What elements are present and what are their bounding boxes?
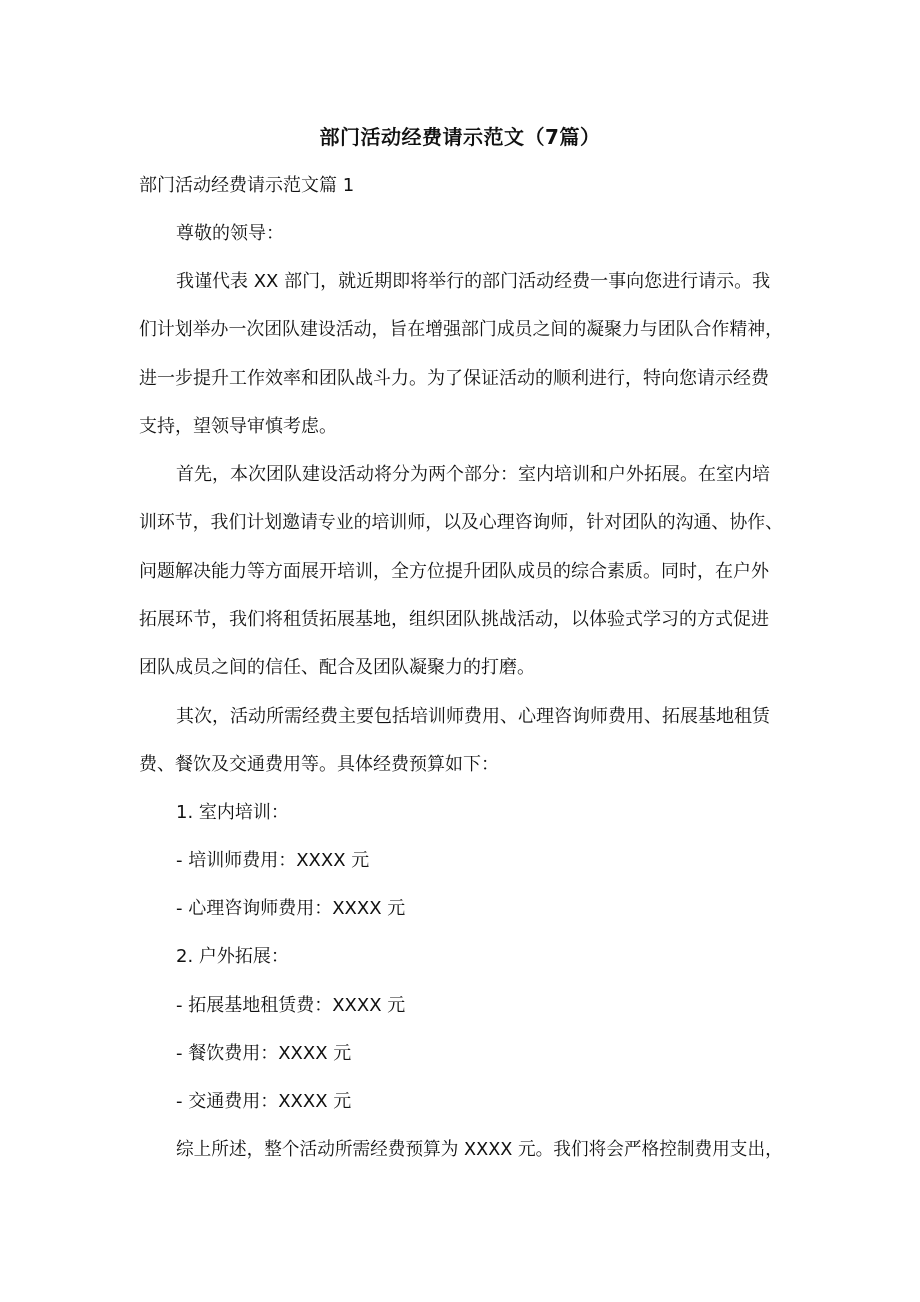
budget-section-outdoor: 2. 户外拓展： [176, 946, 289, 967]
paragraph-1-line-3: 进一步提升工作效率和团队战斗力。为了保证活动的顺利进行，特向您请示经费 [139, 368, 769, 389]
budget-section-indoor: 1. 室内培训： [176, 802, 289, 823]
budget-item-counselor: - 心理咨询师费用：XXXX 元 [176, 898, 406, 919]
paragraph-2-line-4: 拓展环节，我们将租赁拓展基地，组织团队挑战活动，以体验式学习的方式促进 [139, 609, 769, 630]
paragraph-3-line-2: 费、餐饮及交通费用等。具体经费预算如下： [139, 754, 499, 775]
budget-item-venue: - 拓展基地租赁费：XXXX 元 [176, 995, 406, 1016]
budget-item-catering: - 餐饮费用：XXXX 元 [176, 1043, 352, 1064]
document-title: 部门活动经费请示范文（7篇） [319, 125, 601, 149]
paragraph-3-line-1: 其次，活动所需经费主要包括培训师费用、心理咨询师费用、拓展基地租赁 [176, 706, 770, 727]
budget-item-trainer: - 培训师费用：XXXX 元 [176, 850, 370, 871]
paragraph-1-line-1: 我谨代表 XX 部门，就近期即将举行的部门活动经费一事向您进行请示。我 [176, 271, 771, 292]
paragraph-2-line-2: 训环节，我们计划邀请专业的培训师，以及心理咨询师，针对团队的沟通、协作、 [139, 512, 783, 533]
salutation: 尊敬的领导： [176, 223, 284, 244]
budget-item-transport: - 交通费用：XXXX 元 [176, 1091, 352, 1112]
paragraph-2-line-3: 问题解决能力等方面展开培训，全方位提升团队成员的综合素质。同时，在户外 [139, 561, 769, 582]
paragraph-2-line-5: 团队成员之间的信任、配合及团队凝聚力的打磨。 [139, 657, 535, 678]
paragraph-1-line-4: 支持，望领导审慎考虑。 [139, 416, 337, 437]
summary-line: 综上所述，整个活动所需经费预算为 XXXX 元。我们将会严格控制费用支出， [176, 1139, 783, 1160]
paragraph-2-line-1: 首先，本次团队建设活动将分为两个部分：室内培训和户外拓展。在室内培 [176, 464, 770, 485]
section-heading: 部门活动经费请示范文篇 1 [139, 175, 355, 196]
paragraph-1-line-2: 们计划举办一次团队建设活动，旨在增强部门成员之间的凝聚力与团队合作精神， [139, 319, 783, 340]
